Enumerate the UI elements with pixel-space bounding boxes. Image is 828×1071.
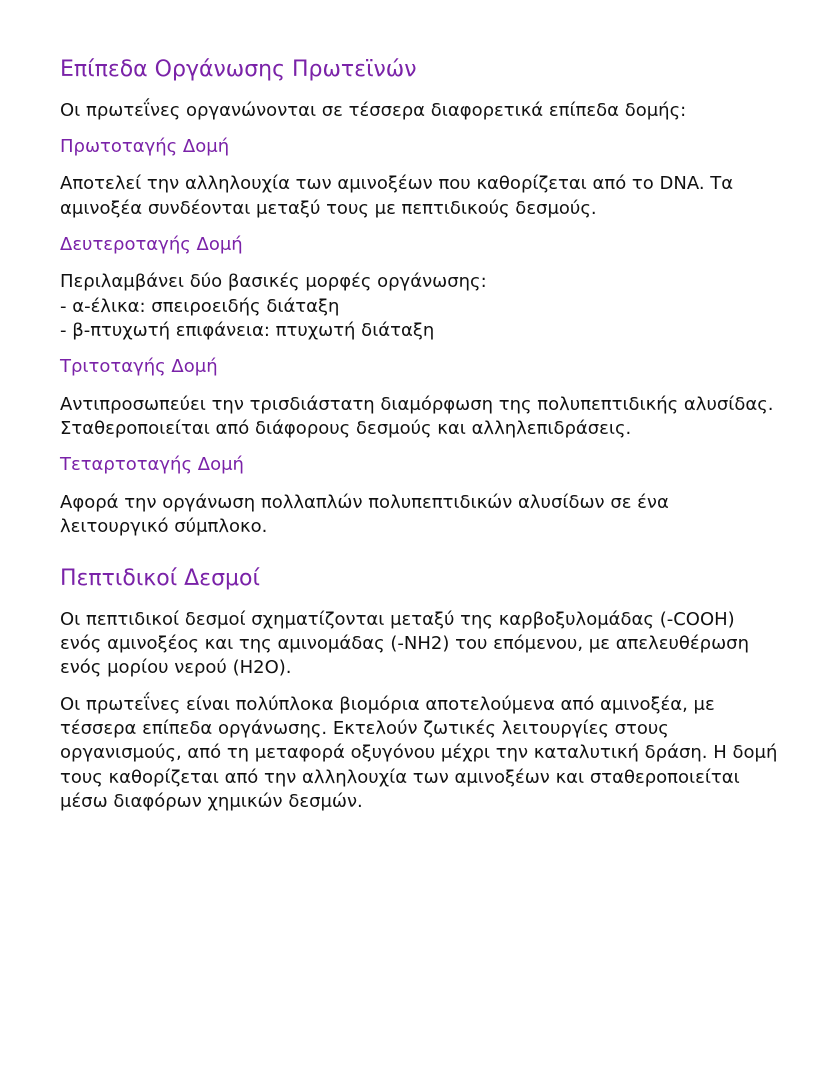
subsection-title-secondary: Δευτεροταγής Δομή bbox=[60, 233, 243, 255]
subsection-title-quaternary: Τεταρτοταγής Δομή bbox=[60, 454, 244, 476]
primary-structure-text: Αποτελεί την αλληλουχία των αμινοξέων που καθορίζεται από το DNA. Τα αμινοξέα συνδέονται μεταξύ τους με πεπτιδικούς δεσμούς. bbox=[60, 173, 734, 219]
summary-paragraph: Οι πρωτεΐνες είναι πολύπλοκα βιομόρια αποτελούμενα από αμινοξέα, με τέσσερα επίπεδα οργάνωσης. Εκτελούν ζωτικές λειτουργίες στους οργανισμούς, από τη μεταφορά οξυγόνου μέχρι την καταλυτική δράση. Η δομή τους καθορίζεται από την αλληλουχία των αμινοξέων και σταθεροποιείται μέσω διαφόρων χημικών δεσμών. bbox=[60, 693, 778, 812]
peptide-bonds-paragraph: Οι πεπτιδικοί δεσμοί σχηματίζονται μεταξύ της καρβοξυλομάδας (-COOH) ενός αμινοξέος και της αμινομάδας (-NH2) του επόμενου, με απελευθέρωση ενός μορίου νερού (H2O). bbox=[60, 608, 749, 679]
subsection-title-tertiary: Τριτοταγής Δομή bbox=[60, 356, 218, 378]
quaternary-structure-text: Αφορά την οργάνωση πολλαπλών πολυπεπτιδικών αλυσίδων σε ένα λειτουργικό σύμπλοκο. bbox=[60, 491, 669, 537]
intro-paragraph: Οι πρωτεΐνες οργανώνονται σε τέσσερα διαφορετικά επίπεδα δομής: bbox=[60, 99, 687, 121]
secondary-line: Περιλαμβάνει δύο βασικές μορφές οργάνωσης: bbox=[60, 271, 487, 293]
subsection-title-primary: Πρωτοταγής Δομή bbox=[60, 135, 230, 157]
secondary-line: - α-έλικα: σπειροειδής διάταξη bbox=[60, 295, 340, 317]
document-page bbox=[60, 56, 780, 826]
secondary-line: - β-πτυχωτή επιφάνεια: πτυχωτή διάταξη bbox=[60, 319, 435, 341]
section-spacer bbox=[60, 551, 780, 565]
section-title-peptide-bonds: Πεπτιδικοί Δεσμοί bbox=[60, 566, 260, 592]
section-title-protein-levels: Επίπεδα Οργάνωσης Πρωτεϊνών bbox=[60, 57, 417, 82]
tertiary-structure-text: Αντιπροσωπεύει την τρισδιάστατη διαμόρφωση της πολυπεπτιδικής αλυσίδας. Σταθεροποιείται από διάφορους δεσμούς και αλληλεπιδράσεις. bbox=[60, 393, 774, 439]
secondary-structure-text bbox=[60, 270, 780, 343]
